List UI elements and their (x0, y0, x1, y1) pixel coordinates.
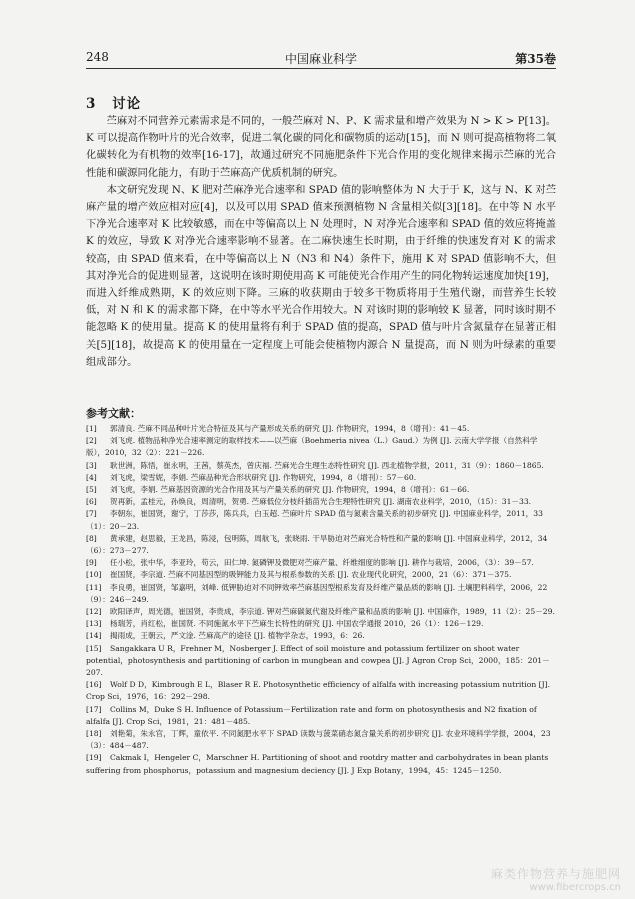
reference-item (86, 484, 556, 496)
reference-text: 李朝东，崔国贤，谢宁，丁莎莎，陈兵兵，白玉超. 苎麻叶片 SPAD 值与氮素含量关系的初步研究 [J]. 中国麻业科学，2011，33（1）：20－23. (86, 509, 543, 531)
reference-number: [12] (86, 607, 102, 617)
reference-number: [18] (86, 729, 102, 739)
reference-text: 刘飞虎，李娟. 苎麻基因资源的光合作用及其与产量关系的研究 [J]. 作物研究，1994，8（增刊）：61－66. (110, 485, 470, 495)
reference-item (86, 472, 556, 484)
reference-item (86, 496, 556, 508)
references-title: 参考文献： (86, 407, 141, 420)
page-number: 248 (86, 50, 109, 64)
paragraph: 本文研究发现 N、K 肥对苎麻净光合速率和 SPAD 值的影响整体为 N 大于于 K，这与 N、K 对苎麻产量的增产效应相对应[4]，以及可以用 SPAD 值来预测植物 N 含量相关似[3][18]。在中等 N 水平下净光合速率对 K 比较敏感，而在中等偏高以上 N 处理时，N 对净光合速率和 SPAD 值的效应将掩盖 K 的效应，导致 K 对净光合速率影响不显著。在二麻快速生长时期，由于纤维的快速发育对 K 的需求较高，由 SPAD 值来看，在中等偏高以上 N（N3 和 N4）条件下，施用 K 对 SPAD 值影响不大，但其对净光合的促进则显著，这说明在该时期使用高 K 可能使光合作用产生的同化物转运速度加快[19]，而进入纤维成熟期，K 的效应则下降。三麻的收获期由于较多干物质将用于生殖代谢，而营养生长较低，对 N 和 K 的需求都下降，在中等水平光合作用较大。N 对该时期的影响较 K 显著，同时该时期不能忽略 K 的使用量。提高 K 的使用量将有利于 SPAD 值的提高，SPAD 值与叶片含氮量存在显著正相关[5][18]，故提高 K 的使用量在一定程度上可能会使植物内源合 N 量提高，而 N 则为叶绿素的重要组成部分。 (86, 183, 556, 368)
reference-text: 刘飞虎，梁雪妮，李娟. 苎麻品种光合形状研究 [J]. 作物研究，1994，8（增刊）：57－60. (110, 472, 417, 482)
reference-number: [11] (86, 582, 102, 592)
reference-item (86, 618, 556, 630)
section-heading (86, 92, 141, 112)
reference-text: Cakmak I，Hengeler C，Marschner H. Partitioning of shoot and rootdry matter and carbohydrates in bean plants suffering from phosphorus，potassium and magnesium deciency [J]. J Exp Botany，1994，45：1245－1250. (86, 753, 549, 775)
reference-item (86, 630, 556, 642)
reference-number: [8] (86, 533, 97, 543)
reference-number: [2] (86, 436, 97, 446)
journal-name: 中国麻业科学 (284, 52, 357, 66)
reference-item (86, 435, 556, 459)
reference-item (86, 460, 556, 472)
reference-number: [13] (86, 619, 102, 629)
reference-item (86, 569, 556, 581)
reference-text: 崔国贤，李宗道. 苎麻不同基因型的吸钾能力及其与根系参数的关系 [J]. 农业现代化研究，2000，21（6）：371－375. (110, 570, 512, 580)
reference-item (86, 643, 556, 680)
reference-text: Wolf D D，Kimbrough E L，Blaser R E. Photosynthetic efficiency of alfalfa with increasing potassium nutrition [J]. Crop Sci，1976，16：292－298. (86, 680, 551, 702)
reference-item (86, 423, 556, 435)
volume-label: 第35卷 (515, 52, 556, 66)
reference-text: 任小松，张中华，李亚玲，苟云，田仁坤. 氮磷钾及微肥对苎麻产量、纤维细度的影响 [J]. 耕作与栽培，2006，（3）：39－57. (110, 558, 534, 568)
reference-number: [10] (86, 570, 102, 580)
discussion-body (86, 113, 556, 371)
reference-text: 李良勇，崔国贤，邹嘉明，刘峰. 低钾胁迫对不同钾效率苎麻基因型根系发育及纤维产量品质的影响 [J]. 土壤肥料科学，2006，22（9）：246－249. (86, 582, 548, 604)
reference-number: [1] (86, 424, 97, 433)
reference-item (86, 679, 556, 703)
reference-text: 郭清良. 苎麻不同品种叶片光合特征及其与产量形成关系的研究 [J]. 作物研究，1994，8（增刊）：41－45. (110, 424, 470, 433)
reference-number: [3] (86, 460, 97, 470)
reference-item (86, 508, 556, 532)
reference-number: [14] (86, 631, 102, 641)
paragraph: 苎麻对不同营养元素需求是不同的，一般苎麻对 N、P、K 需求量和增产效果为 N > K > P[13]。K 可以提高作物叶片的光合效率，促进二氧化碳的同化和碳物质的运动[15]，而 N 则可提高植物将二氧化碳转化为有机物的效率[16-17]，故通过研究不同施肥条件下光合作用的变化规律来揭示苎麻的光合性能和碳源同化能力，有助于苎麻高产优质机制的研究。 (86, 115, 556, 179)
reference-text: 揭雨成，王朝云，严文淦. 苎麻高产的途径 [J]. 植物学杂志，1993，6：26. (110, 631, 365, 641)
reference-number: [19] (86, 753, 102, 763)
reference-text: 贺再新，孟桂元，孙焕良，周清明，贺勇. 苎麻低位分枝纤插苗光合生理特性研究 [J]. 湖南农业科学，2010，（15）：31－33. (110, 497, 532, 507)
watermark-url: www.fibercrops.cn (529, 882, 621, 893)
reference-item (86, 752, 556, 776)
reference-text: Collins M，Duke S H. Influence of Potassium－Fertilization rate and form on photosynthesis and N2 fixation of alfalfa [J]. Crop Sci，1981，21：481－485. (86, 704, 537, 726)
reference-number: [9] (86, 558, 97, 568)
reference-item (86, 728, 556, 752)
reference-text: 黄承建，赵思毅，王龙昌，陈浸，包明陈，周航飞，张晓雨. 干旱胁迫对苎麻光合特性和产量的影响 [J]. 中国麻业科学，2012，34（6）：273－277. (86, 533, 548, 556)
reference-number: [7] (86, 509, 97, 519)
reference-text: 刘艳菊，朱永官，丁辉，童依平. 不同氮肥水平下 SPAD 读数与菠菜硝态氮含量关系的初步研究 [J]. 农业环境科学学报，2004，23（3）：484－487. (86, 729, 551, 751)
section-title: 讨论 (112, 96, 142, 112)
reference-number: [6] (86, 497, 97, 507)
section-number: 3 (86, 96, 97, 112)
reference-item (86, 582, 556, 606)
reference-number: [17] (86, 704, 102, 714)
watermark (491, 865, 621, 893)
reference-number: [5] (86, 485, 97, 495)
reference-item (86, 606, 556, 618)
watermark-cn: 麻类作物营养与施肥网 (490, 867, 621, 881)
reference-text: Sangakkara U R，Frehner M，Nosberger J. Effect of soil moisture and potassium fertilizer on shoot water potential，photosynthesis and partitioning of carbon in mungbean and cowpea [J]. J Agron Crop Sci，2000，185：201－207. (86, 643, 550, 678)
reference-item (86, 557, 556, 569)
reference-text: 刘飞虎. 植物品种净光合速率测定的取样技术——以苎麻（Boehmeria nivea（L.）Gaud.）为例 [J]. 云南大学学报（自然科学版），2010，32（2）：221－226. (86, 436, 538, 458)
reference-number: [15] (86, 643, 102, 653)
reference-item (86, 704, 556, 728)
reference-number: [16] (86, 680, 102, 690)
reference-number: [4] (86, 472, 97, 482)
reference-text: 欧阳译声，周光德，崔国贤，李贵成，李宗道. 钾对苎麻碳氮代谢及纤维产量和品质的影响 [J]. 中国麻作，1989，11（2）：25－29. (110, 607, 555, 617)
reference-list (86, 423, 556, 777)
header-rule (86, 68, 556, 69)
reference-text: 杨瑞芳，肖红松，崔国贤. 不同施氮水平下苎麻生长特性的研究 [J]. 中国农学通报 2010，26（1）：126－129. (110, 619, 484, 629)
reference-item (86, 533, 556, 557)
reference-text: 耿世洲，陈悟，崔永明，王茜，蔡英杰，曾庆福. 苎麻光合生理生态特性研究 [J]. 西北植物学报，2011，31（9）：1860－1865. (110, 460, 544, 470)
